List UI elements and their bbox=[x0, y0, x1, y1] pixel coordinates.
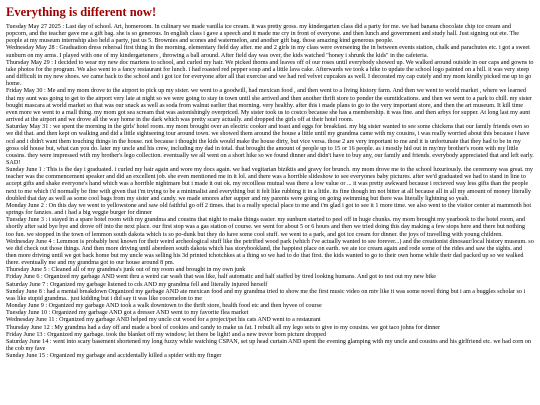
journal-entry: Monday June 2 : On this day we went to yellowstone and saw old faithful go off 2 times. that is a really special place to me and i'm glad i got to see it 1 more time. we also went to the visitor center at mammoth hot springs for fanzies. and i had a big veggie burger for dinner bbox=[6, 202, 532, 217]
journal-entry: Monday June 9 : Organized my garbage AND took a walk downtown to the thrift store, health food etc and then hyvee of course bbox=[6, 303, 322, 310]
journal-entry: Sunday June 1 : This is the day i graduated. i curled my hair again and wore my docs again. we had vegitarian biziktis and gravy for brunch. my mom drove me to the school luxuriously. the ceremony was great. my teacher was the commencement speaker and did an excellent job. she even mentioned me in it lol. and there was a horrible slideshow to see everyones baby pictures. after we'd graduated we had to stand in line to accept gifts and shake everyone's hand which was a horrible nightmare but i made it out ok. my recoilless mutual was there a low value or ... it was pretty awkward because i recieved way less gifts than the people next to me which i'd normally be fine with given that i'm trying to be a minimalist and everything but it felt like rubbing it in a little. its fine though im not bitter at all because all in all my amount of money literally doubled that day as well as some cool bags from my sister and candy. we made smores after supper and my parents were going on going swimming but there was literally lightning so yeah. bbox=[6, 167, 533, 202]
journal-entry: Wednesday May 28 : Graduation dress rehersal first thing in the morning. elementary field day after. me and 2 girls in my class were overseeing the in between events station, chalk and parachutes etc. i got a sweet sunburn on my arms. I played with one of my kindergarteners , throwing a ball around. After field day was over, the kids watched "honey i shrunk the kids" in the cafeteria. bbox=[6, 45, 530, 59]
journal-entry: Thursday June 5 : Cleaned all of my grandma's junk out of my room and brought in my own junk bbox=[6, 267, 246, 274]
journal-entry: Tuesday May 27 2025 : Last day of school. Art, homeroom. In culinary we made vanilla ice cream. it was pretty gross. my kindergarten class did a party for me. we had banana chocolate chip ice cream and popcorn, and the teacher gave me a gift bag. she is so generous. In english class i gave a speech and it made me cry in front of everyone. and then lunch and government and study hall. Just signing out ete. The people at my museum internship also held a party, just us 5. Brownies and scones and watermelon, and another gift bag. those amazing kind generous people. bbox=[6, 24, 519, 45]
page-title: Everything is different now! bbox=[6, 5, 157, 19]
journal-entry: Tuesday June 3 : i stayed in a spare hotel room with my grandma and cousins that night to make things easier. my sunburn started to peel off in huge chunks. my mom brought my yearbook to the hotel room, and shortly after said bye bye and drove off into the next place. our first stop was a gas station of course. we went for about 5 or 6 hours and then we tried doing this day making a few stops here and there but nothing too fun. we stopped in the town of lemmon south dakota which is so po-dunk but they do have some cool stuff. we went to a park, and got ice cream for dinner. the joys of travelling with young children. bbox=[6, 217, 525, 238]
journal-entry: Thursday June 12 : My grandma had a day off and made a bool of cookies and candy to make us fat. I rebuilt all my lego sets to give to my cousins. we got taco johns for dinner bbox=[6, 324, 441, 331]
journal-entry: Tuesday June 10 : Organized my garbage AND got a dresser AND went to my favorite flea market bbox=[6, 310, 249, 317]
journal-entry: Saturday May 31 : we spent the morning in the girls' hotel room. my mom brought over an electric cooker and toast and eggs for breakfast. my big sister wanted to see some chickens that our family friends own so we did that. and then kept on walking and did a little sightseeing tour around town. we showed them around the house a little until my grandma came with my cousins, i was really worried about this because i have ocd and i didn't want them touching things in the house. not because i thought the kids would make the house dirty, but vice versa. those 2 are very important to me and it is unfortunate that they had to be in my gross old house but, what can you do. later my uncle and his crew, including my dad in total. that brought the amount of people up to 15 or 16 people. as i mostly hid out in my/my brother's room with my little cousins. they were impressed with my brother's lego collection. eventually we all went on a short hike so we found dinner and didn't have to buy any, our family and friends. everybody appreciated that and left early. SAD! bbox=[6, 124, 534, 166]
journal-entry: Wednesday June 11 : Organized my garbage AND helped my uncle cut wood for a project/pet his cats AND went to a restaurant bbox=[6, 317, 321, 324]
journal-entry: Friday June 13 : Organized my garbage. took the blanket off my window; let there be light! and a new trevor born picture dropped bbox=[6, 331, 327, 338]
journal-entries bbox=[6, 24, 534, 360]
journal-entry: Saturday June 7 : Organized my garbage listened to cds AND my grandma fell and literally injured herself bbox=[6, 281, 268, 288]
journal-entry: Sunday June 8 : had a mental breakdown Organized my garbage AND ate mexican food and my grandma tried to show me the first music video on mtv like it was some novel thing but i am a buggles scholar so i was like stupid grandma.. just kidding but i did say it was like cocomelon to me bbox=[6, 288, 526, 302]
journal-entry: Saturday June 14 : went into scary basement shortened my long fuzzy while watching CSPAN, set up head curtain AND spent the evening glamping with my uncle and cousins and his girlfriend etc. we had corn on the cob my fave bbox=[6, 338, 532, 353]
journal-entry: Friday May 30 : Me and my mom drove to the airport to pick up my sister. we went to a goodwill, had mexican food , and then went to a living history farm. And then we went to world market , where we learned that my aunt was going to get to the airport very late at night so we were going to stay in town until she arrived and then another thrift store to ponder the eumtidcations. and then we went to a park to chill. my sister bought mascara at world market so that was our snack as well as soda from walnut earlier that morning. very healthy. after this i made plans to go to the very important store, and then the art museum. It kill time even more we went to a mall thing. my mom got sea scream that was astonishingly overpriced. My sister took us to costco because she has a membership. it was fine. and then arbys for supper. At long last my aunt arrived at the airport and we drove all the way home in the dark which was pretty scary actually. and dropped the girls off at their hotel room. bbox=[6, 88, 532, 124]
journal-entry: Wednesday June 4 : Lemmon is probably best known for their weird archeological stuff like the petrified wood park (which i've actually wanted to see forever...) and the creationist dinosaur/local history museum. so we did check out those things. And then more driving until aberdeen south dakota which has storybookland, the happiest place on earth. we ate ice cream again and rode some of the rides and saw the sights. and then more driving until we got back home but my uncle was selling his 3d printed tchotchkes at a thing so we had to do that first. the kids wanted to go to their own home while their dad packed up so we walked there. eventually me and my grandma got to our house around 8 pm. bbox=[6, 238, 534, 267]
journal-entry: Friday June 6 : Organized my garbage AND went thru a weird car wash that was like, half automatic and half staffed by tired looking humans. And got to test out my new bike bbox=[6, 274, 437, 281]
journal-entry: Thursday May 29 : I decided to wear my new doc martens to school, and curled my hair. We picked thorns and leaves off of our roses until everybody showed up. We walked around outside in our caps and gowns to take photos for the program. We also went to a fancy restaurant for lunch. i had roasted red pepper soup and a little lava cake. Afterwards we took a hike to update the school logo painted on a hill. it was very steep and difficult in my new shoes. we came back to the school and i got ice for everyone after all that exercise and we had red velvet cupcakes as well. I decorated my cap cutely and my mom kindly picked me up to go home. bbox=[6, 59, 534, 88]
journal-entry: Sunday June 15 : Organized my garbage and accidentally killed a spider with my finger bbox=[6, 353, 222, 360]
